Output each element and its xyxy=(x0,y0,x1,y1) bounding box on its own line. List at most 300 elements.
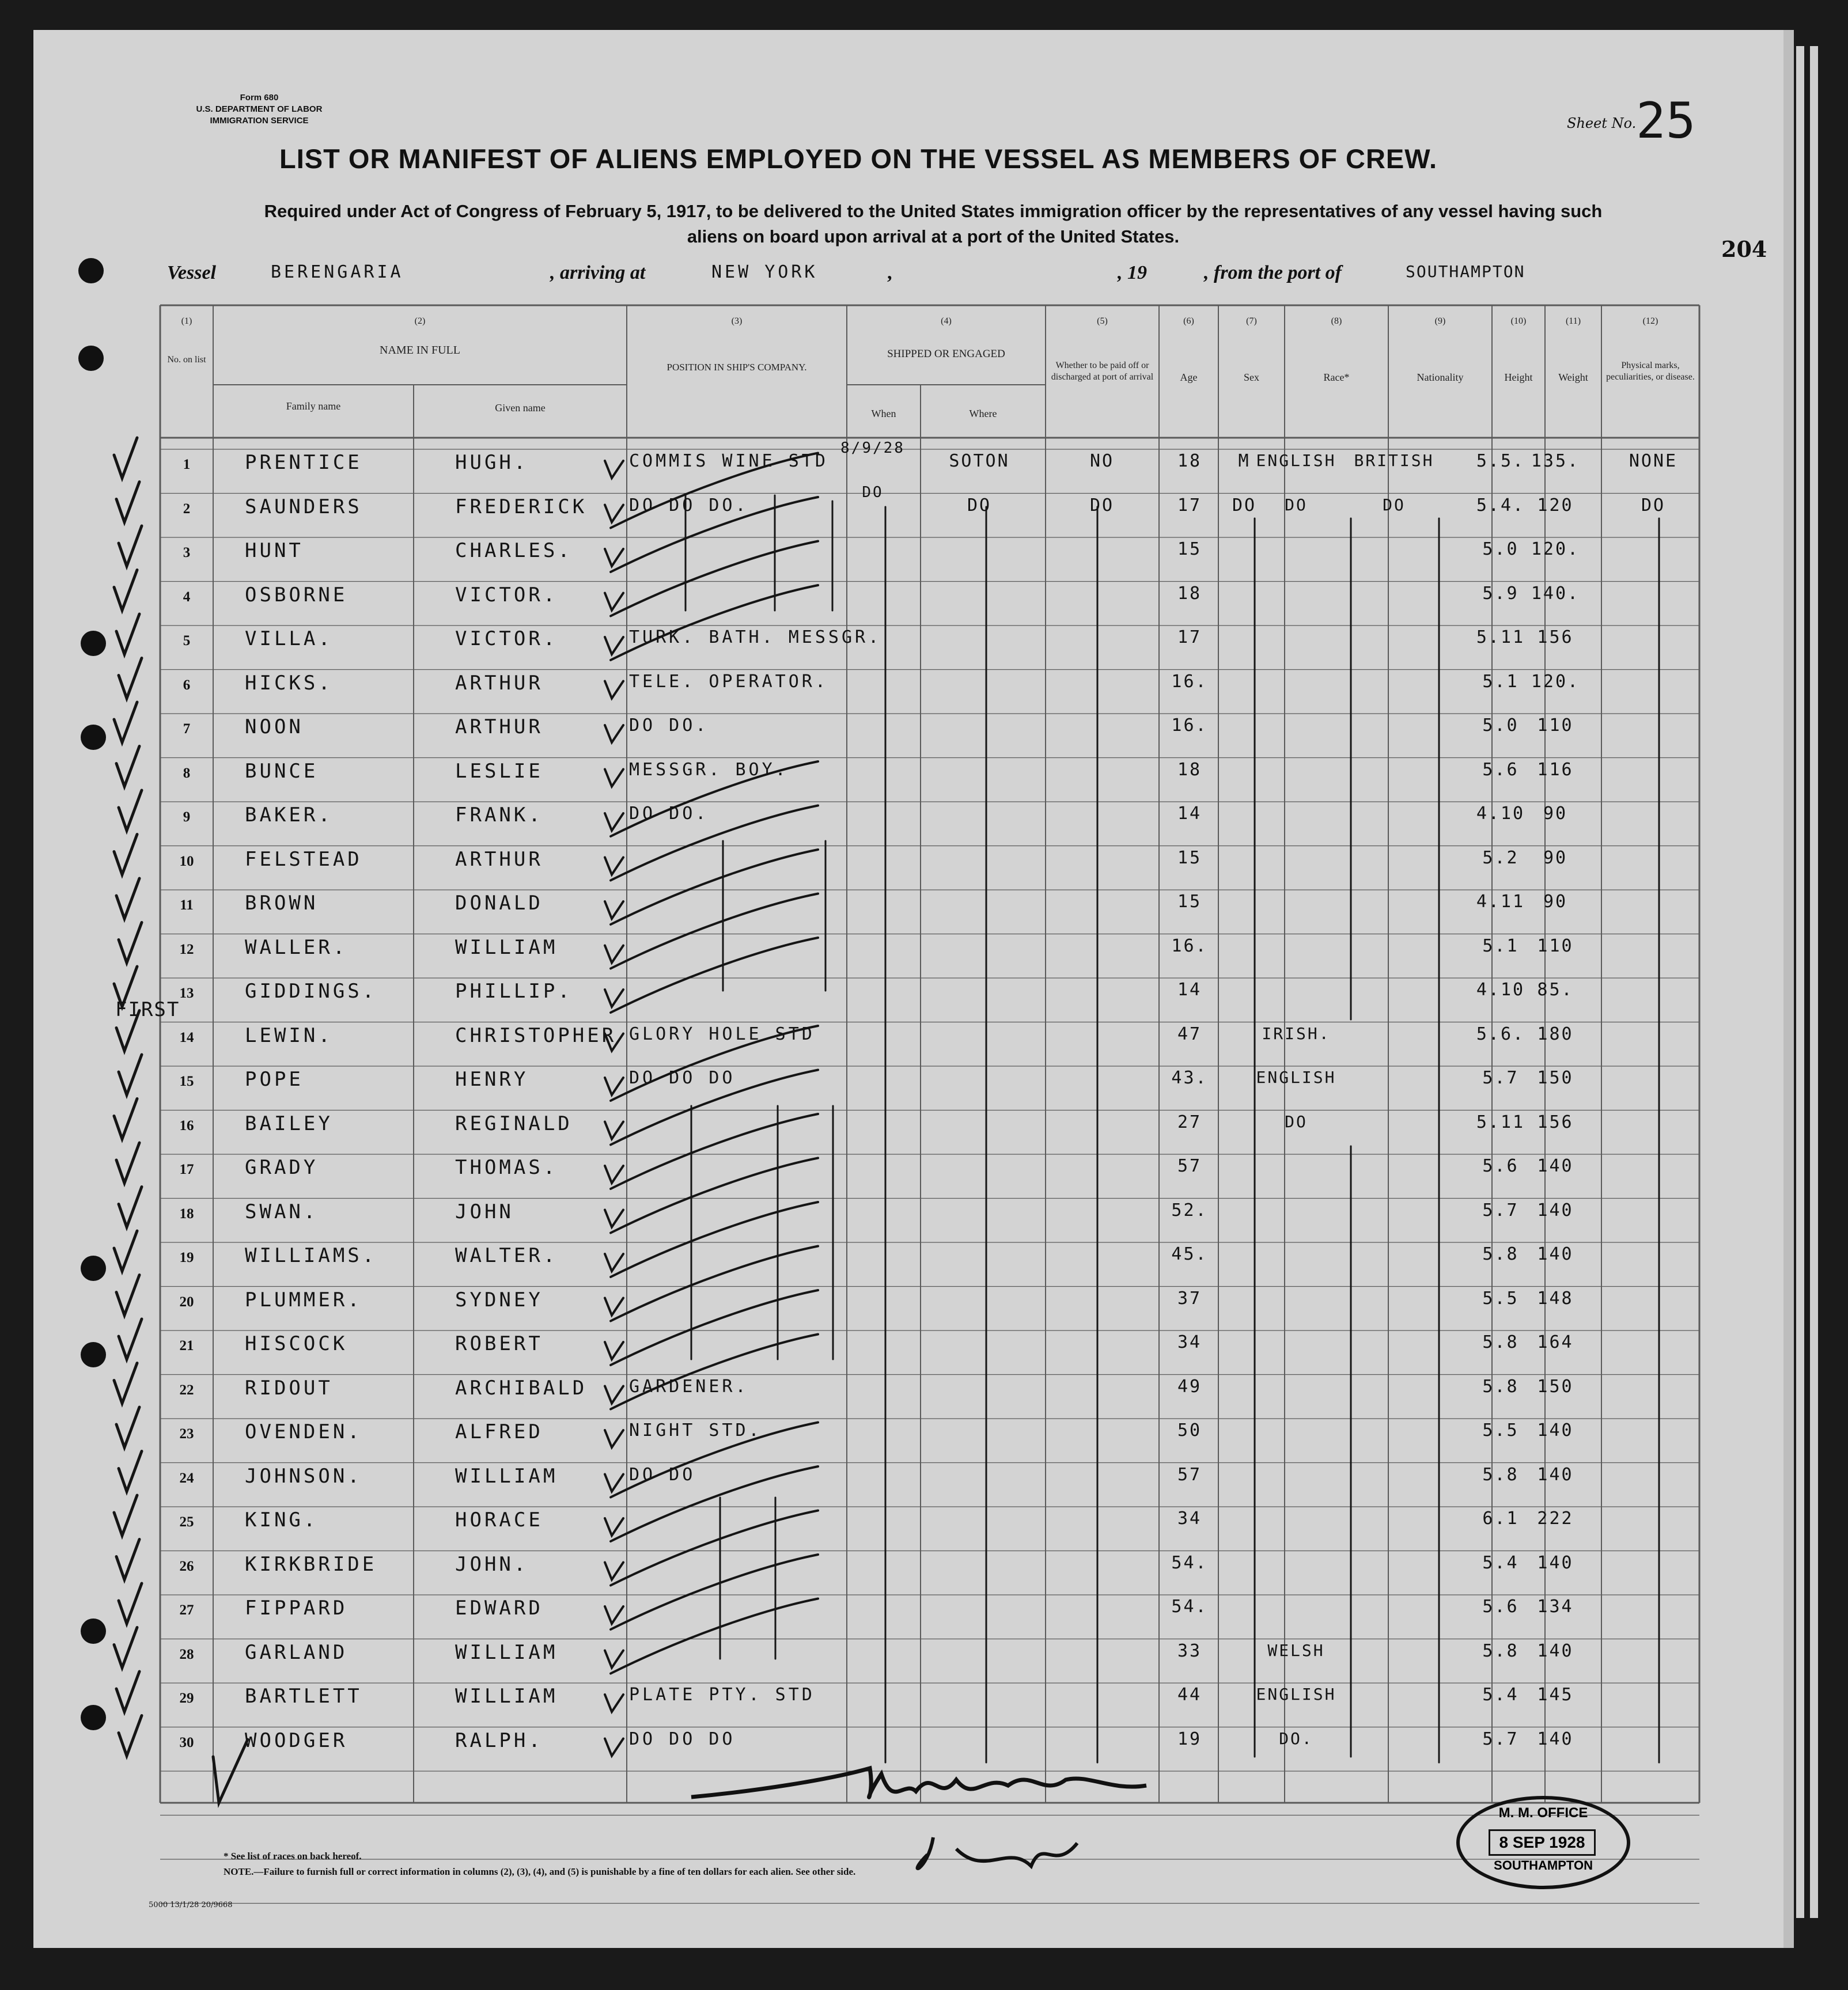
given-name: ARTHUR xyxy=(455,847,543,871)
weight: 140 xyxy=(1537,1200,1574,1220)
family-name: GRADY xyxy=(245,1156,319,1179)
age: 50 xyxy=(1177,1420,1202,1441)
department-label: U.S. DEPARTMENT OF LABOR xyxy=(196,104,323,114)
tick-mark xyxy=(605,593,623,611)
col-shipped-label: SHIPPED OR ENGAGED xyxy=(887,348,1005,360)
age: 16. xyxy=(1171,671,1208,692)
weight: 135. xyxy=(1531,451,1580,471)
col-nationality-label: Nationality xyxy=(1417,372,1464,383)
ditto-stroke xyxy=(611,585,818,660)
departure-port: SOUTHAMPTON xyxy=(1406,262,1525,281)
stamp-top-text: M. M. OFFICE xyxy=(1498,1805,1588,1821)
tick-mark xyxy=(605,1651,623,1668)
year-label: , 19 xyxy=(1118,262,1147,283)
weight: 156 xyxy=(1537,627,1574,647)
family-name: BARTLETT xyxy=(245,1685,362,1708)
age: 43. xyxy=(1171,1068,1208,1088)
given-name: CHARLES. xyxy=(455,539,573,562)
age: 45. xyxy=(1171,1244,1208,1264)
first-class-annotation: FIRST xyxy=(115,998,180,1021)
position: DO DO DO. xyxy=(629,495,749,515)
age: 14 xyxy=(1177,803,1202,824)
check-mark xyxy=(114,1363,137,1404)
tick-mark xyxy=(605,461,623,478)
age: 57 xyxy=(1177,1464,1202,1485)
check-mark xyxy=(119,790,142,831)
row-number: 21 xyxy=(179,1338,194,1354)
stamp-date: 8 SEP 1928 xyxy=(1489,1829,1596,1856)
age: 14 xyxy=(1177,980,1202,1000)
race: DO xyxy=(1285,1112,1308,1131)
weight: 150 xyxy=(1537,1376,1574,1397)
stamp-number: 204 xyxy=(1721,236,1767,262)
tick-mark xyxy=(605,858,623,875)
tick-mark xyxy=(605,813,623,831)
ditto-stroke xyxy=(611,1599,818,1674)
tick-mark xyxy=(605,1695,623,1712)
height: 5.8 xyxy=(1482,1332,1519,1352)
given-name: FREDERICK xyxy=(455,495,588,518)
given-name: VICTOR. xyxy=(455,627,558,650)
check-mark xyxy=(116,1671,139,1712)
ditto-stroke xyxy=(611,541,818,616)
col-height-label: Height xyxy=(1504,372,1533,383)
weight: 156 xyxy=(1537,1112,1574,1132)
col-where-label: Where xyxy=(969,408,997,419)
weight: 120. xyxy=(1531,671,1580,692)
stamp-bottom-text: SOUTHAMPTON xyxy=(1494,1858,1593,1873)
position: DO DO. xyxy=(629,803,709,824)
given-name: HENRY xyxy=(455,1068,529,1091)
races-footnote: * See list of races on back hereof. xyxy=(224,1851,362,1862)
given-name: JOHN. xyxy=(455,1552,529,1576)
row-number: 22 xyxy=(179,1382,194,1398)
row-number: 9 xyxy=(183,809,191,825)
position: GARDENER. xyxy=(629,1376,749,1397)
age: 54. xyxy=(1171,1552,1208,1573)
col-physical-marks-number: (12) xyxy=(1642,316,1658,326)
age: 17 xyxy=(1177,495,1202,515)
weight: 140 xyxy=(1537,1156,1574,1176)
row-number: 10 xyxy=(179,853,194,869)
row-number: 11 xyxy=(180,897,194,913)
row-number: 12 xyxy=(179,941,194,957)
given-name: JOHN xyxy=(455,1200,514,1223)
tick-mark xyxy=(605,725,623,742)
check-mark xyxy=(119,1187,142,1227)
col-position-number: (3) xyxy=(731,316,743,326)
col-position-label: POSITION IN SHIP'S COMPANY. xyxy=(667,362,807,373)
weight: 120 xyxy=(1537,495,1574,515)
row-number: 27 xyxy=(179,1602,194,1618)
family-name: HICKS. xyxy=(245,671,333,695)
col-weight-number: (11) xyxy=(1565,316,1581,326)
row-number: 7 xyxy=(183,721,191,737)
col-age-number: (6) xyxy=(1183,316,1194,326)
height: 5.8 xyxy=(1482,1244,1519,1264)
row-number: 1 xyxy=(183,457,191,472)
tick-mark xyxy=(605,681,623,699)
given-name: ROBERT xyxy=(455,1332,543,1355)
check-mark xyxy=(114,570,137,611)
col-race-number: (8) xyxy=(1331,316,1342,326)
height: 5.1 xyxy=(1482,671,1519,692)
row-number: 29 xyxy=(179,1690,194,1706)
age: 57 xyxy=(1177,1156,1202,1176)
row-number: 28 xyxy=(179,1646,194,1662)
height: 5.8 xyxy=(1482,1376,1519,1397)
check-mark xyxy=(119,1583,142,1624)
row-number: 26 xyxy=(179,1558,194,1574)
age: 18 xyxy=(1177,451,1202,471)
print-code: 5000 13/1/28 20/9668 xyxy=(149,1901,233,1909)
family-name: LEWIN. xyxy=(245,1024,333,1047)
col-when-label: When xyxy=(871,408,896,419)
weight: 140 xyxy=(1537,1464,1574,1485)
height: 5.1 xyxy=(1482,935,1519,956)
position: GLORY HOLE STD xyxy=(629,1024,815,1044)
family-name: FIPPARD xyxy=(245,1597,348,1620)
weight: 222 xyxy=(1537,1508,1574,1529)
weight: 140 xyxy=(1537,1552,1574,1573)
col-physical-marks-label: Physical marks, peculiarities, or disease. xyxy=(1606,361,1695,382)
penalty-note: NOTE.—Failure to furnish full or correct information in columns (2), (3), (4), and (5) is punishable by a fine of ten dollars for each alien. See other side. xyxy=(224,1866,856,1877)
tick-mark xyxy=(605,770,623,787)
given-name: REGINALD xyxy=(455,1112,573,1135)
row-number: 14 xyxy=(179,1029,194,1045)
height: 5.5 xyxy=(1482,1420,1519,1441)
col-name-label: NAME IN FULL xyxy=(380,344,460,357)
sex: M xyxy=(1238,451,1251,471)
ditto-stroke xyxy=(611,1290,818,1365)
position: COMMIS WINE STD xyxy=(629,451,828,471)
family-name: HISCOCK xyxy=(245,1332,348,1355)
given-name: ARTHUR xyxy=(455,715,543,738)
race: DO xyxy=(1285,495,1308,514)
weight: 110 xyxy=(1537,935,1574,956)
weight: 140 xyxy=(1537,1244,1574,1264)
tick-mark xyxy=(605,1475,623,1492)
family-name: GIDDINGS. xyxy=(245,980,377,1003)
family-name: FELSTEAD xyxy=(245,847,362,871)
arriving-label: , arriving at xyxy=(550,262,646,283)
height: 5.4. xyxy=(1476,495,1525,515)
service-label: IMMIGRATION SERVICE xyxy=(210,116,309,126)
check-mark xyxy=(114,438,137,478)
col-height-number: (10) xyxy=(1510,316,1527,326)
race: IRISH. xyxy=(1262,1024,1331,1043)
age: 33 xyxy=(1177,1640,1202,1661)
check-mark xyxy=(114,835,137,875)
family-name: PRENTICE xyxy=(245,451,362,474)
row-number: 8 xyxy=(183,765,191,781)
arrival-port: NEW YORK xyxy=(711,262,818,282)
row-number: 3 xyxy=(183,545,191,560)
weight: 110 xyxy=(1537,715,1574,736)
vessel-name: BERENGARIA xyxy=(271,262,404,282)
weight: 90 xyxy=(1543,803,1568,824)
shipped-when: 8/9/28 xyxy=(840,439,905,457)
tick-mark xyxy=(605,946,623,963)
check-mark xyxy=(114,1495,137,1536)
ditto-stroke xyxy=(611,1246,818,1321)
check-mark xyxy=(116,1275,139,1316)
weight: 150 xyxy=(1537,1068,1574,1088)
check-mark xyxy=(119,526,142,566)
race: ENGLISH xyxy=(1256,1068,1336,1087)
family-name: RIDOUT xyxy=(245,1376,333,1400)
nationality: BRITISH xyxy=(1354,451,1434,470)
age: 15 xyxy=(1177,847,1202,868)
tick-mark xyxy=(605,1342,623,1359)
height: 5.5. xyxy=(1476,451,1525,471)
check-mark xyxy=(119,1451,142,1492)
family-name: KIRKBRIDE xyxy=(245,1552,377,1576)
row-number: 5 xyxy=(183,633,191,649)
check-mark xyxy=(114,702,137,742)
family-name: JOHNSON. xyxy=(245,1464,362,1488)
height: 5.11 xyxy=(1476,1112,1525,1132)
height: 4.10 xyxy=(1476,980,1525,1000)
ditto-stroke xyxy=(611,1202,818,1277)
shipped-where: SOTON xyxy=(949,451,1010,471)
height: 6.1 xyxy=(1482,1508,1519,1529)
race: WELSH xyxy=(1267,1640,1325,1660)
height: 5.0 xyxy=(1482,539,1519,559)
family-name: NOON xyxy=(245,715,304,738)
weight: 140 xyxy=(1537,1640,1574,1661)
family-name: OSBORNE xyxy=(245,583,348,607)
check-mark xyxy=(119,658,142,699)
row-number: 16 xyxy=(179,1117,194,1134)
ditto-stroke xyxy=(611,1114,818,1189)
height: 5.7 xyxy=(1482,1200,1519,1220)
family-name: WALLER. xyxy=(245,935,348,959)
sex: DO xyxy=(1232,495,1257,515)
ditto-stroke xyxy=(611,938,818,1013)
height: 4.11 xyxy=(1476,892,1525,912)
family-name: OVENDEN. xyxy=(245,1420,362,1443)
position: MESSGR. BOY. xyxy=(629,759,789,780)
tick-mark xyxy=(605,1210,623,1227)
age: 49 xyxy=(1177,1376,1202,1397)
shipped-when: DO xyxy=(862,483,884,501)
given-name: VICTOR. xyxy=(455,583,558,607)
col-paid-off-label: Whether to be paid off or discharged at port of arrival xyxy=(1051,361,1154,382)
row-number: 2 xyxy=(183,501,191,517)
height: 5.4 xyxy=(1482,1685,1519,1705)
weight: 85. xyxy=(1537,980,1574,1000)
position: DO DO DO xyxy=(629,1068,736,1088)
age: 17 xyxy=(1177,627,1202,647)
shipped-where: DO xyxy=(967,495,992,515)
tick-mark xyxy=(605,1254,623,1271)
given-name: WALTER. xyxy=(455,1244,558,1267)
nationality: DO xyxy=(1383,495,1406,514)
tick-mark xyxy=(605,1518,623,1536)
height: 5.6 xyxy=(1482,1156,1519,1176)
weight: 116 xyxy=(1537,759,1574,780)
col-shipped-number: (4) xyxy=(941,316,952,326)
height: 4.10 xyxy=(1476,803,1525,824)
col-given-name-label: Given name xyxy=(495,402,546,414)
family-name: GARLAND xyxy=(245,1640,348,1664)
age: 19 xyxy=(1177,1729,1202,1749)
check-mark xyxy=(116,1540,139,1580)
given-name: SYDNEY xyxy=(455,1288,543,1311)
check-mark xyxy=(114,1231,137,1271)
ditto-stroke xyxy=(611,894,818,969)
family-name: BROWN xyxy=(245,892,319,915)
row-number: 30 xyxy=(179,1734,194,1750)
tick-mark xyxy=(605,1122,623,1139)
check-mark xyxy=(119,923,142,963)
weight: 164 xyxy=(1537,1332,1574,1352)
age: 15 xyxy=(1177,892,1202,912)
given-name: EDWARD xyxy=(455,1597,543,1620)
act-text-line-2: aliens on board upon arrival at a port of the United States. xyxy=(687,226,1180,247)
check-mark xyxy=(114,1099,137,1139)
tick-mark xyxy=(605,1078,623,1095)
weight: 134 xyxy=(1537,1597,1574,1617)
given-name: WILLIAM xyxy=(455,1464,558,1488)
tick-mark xyxy=(605,1606,623,1624)
family-name: POPE xyxy=(245,1068,304,1091)
row-number: 19 xyxy=(179,1250,194,1265)
given-name: DONALD xyxy=(455,892,543,915)
row-number: 4 xyxy=(183,589,191,605)
row-number: 18 xyxy=(179,1206,194,1222)
age: 27 xyxy=(1177,1112,1202,1132)
race: ENGLISH xyxy=(1256,1685,1336,1704)
tick-mark xyxy=(605,637,623,654)
col-name-number: (2) xyxy=(414,316,426,326)
col-paid-off-number: (5) xyxy=(1097,316,1108,326)
row-number: 23 xyxy=(179,1426,194,1442)
weight: 120. xyxy=(1531,539,1580,559)
height: 5.7 xyxy=(1482,1068,1519,1088)
sheet-label: Sheet No. xyxy=(1567,115,1637,131)
col-weight-label: Weight xyxy=(1558,372,1588,383)
family-name: BAILEY xyxy=(245,1112,333,1135)
family-name: WOODGER xyxy=(245,1729,348,1752)
mm-office-stamp xyxy=(1456,1796,1630,1889)
weight: 90 xyxy=(1543,892,1568,912)
col-no-number: (1) xyxy=(181,316,192,326)
height: 5.7 xyxy=(1482,1729,1519,1749)
age: 52. xyxy=(1171,1200,1208,1220)
age: 47 xyxy=(1177,1024,1202,1044)
family-name: PLUMMER. xyxy=(245,1288,362,1311)
check-mark xyxy=(116,614,139,654)
given-name: WILLIAM xyxy=(455,1685,558,1708)
vessel-label: Vessel xyxy=(167,262,216,283)
col-sex-number: (7) xyxy=(1246,316,1257,326)
height: 5.2 xyxy=(1482,847,1519,868)
age: 15 xyxy=(1177,539,1202,559)
given-name: WILLIAM xyxy=(455,935,558,959)
family-name: VILLA. xyxy=(245,627,333,650)
given-name: LESLIE xyxy=(455,759,543,783)
col-no-label: No. on list xyxy=(167,355,206,365)
height: 5.8 xyxy=(1482,1640,1519,1661)
row-number: 15 xyxy=(179,1074,194,1089)
height: 5.11 xyxy=(1476,627,1525,647)
given-name: HUGH. xyxy=(455,451,529,474)
given-name: PHILLIP. xyxy=(455,980,573,1003)
age: 16. xyxy=(1171,935,1208,956)
weight: 140 xyxy=(1537,1729,1574,1749)
col-sex-label: Sex xyxy=(1244,372,1259,383)
age: 34 xyxy=(1177,1332,1202,1352)
row-number: 25 xyxy=(179,1514,194,1530)
check-mark xyxy=(119,1055,142,1095)
family-name: SAUNDERS xyxy=(245,495,362,518)
tick-mark xyxy=(605,549,623,566)
tick-mark xyxy=(605,1739,623,1756)
weight: 140. xyxy=(1531,583,1580,604)
position: NIGHT STD. xyxy=(629,1420,762,1441)
col-age-label: Age xyxy=(1180,372,1198,383)
physical-marks: DO xyxy=(1641,495,1666,515)
from-port-label: , from the port of xyxy=(1204,262,1342,283)
check-mark xyxy=(119,1319,142,1359)
position: PLATE PTY. STD xyxy=(629,1685,815,1705)
ditto-stroke xyxy=(611,850,818,924)
row-number: 13 xyxy=(179,985,194,1001)
given-name: THOMAS. xyxy=(455,1156,558,1179)
family-name: KING. xyxy=(245,1508,319,1532)
position: TURK. BATH. MESSGR. xyxy=(629,627,882,647)
tick-mark xyxy=(605,990,623,1007)
given-name: ARTHUR xyxy=(455,671,543,695)
age: 18 xyxy=(1177,759,1202,780)
height: 5.8 xyxy=(1482,1464,1519,1485)
date-separator: , xyxy=(887,262,892,283)
tick-mark xyxy=(605,901,623,919)
family-name: HUNT xyxy=(245,539,304,562)
family-name: SWAN. xyxy=(245,1200,319,1223)
check-mark xyxy=(116,1407,139,1447)
weight: 180 xyxy=(1537,1024,1574,1044)
height: 5.9 xyxy=(1482,583,1519,604)
height: 5.5 xyxy=(1482,1288,1519,1309)
ditto-stroke xyxy=(611,1511,818,1586)
height: 5.0 xyxy=(1482,715,1519,736)
paid-off: DO xyxy=(1089,495,1115,515)
height: 5.6 xyxy=(1482,759,1519,780)
weight: 90 xyxy=(1543,847,1568,868)
family-name: BUNCE xyxy=(245,759,319,783)
sheet-number: 25 xyxy=(1636,92,1696,150)
paid-off: NO xyxy=(1089,451,1115,471)
height: 5.6 xyxy=(1482,1597,1519,1617)
height: 5.4 xyxy=(1482,1552,1519,1573)
manifest-title: LIST OR MANIFEST OF ALIENS EMPLOYED ON THE VESSEL AS MEMBERS OF CREW. xyxy=(279,143,1438,174)
age: 18 xyxy=(1177,583,1202,604)
given-name: ALFRED xyxy=(455,1420,543,1443)
weight: 145 xyxy=(1537,1685,1574,1705)
age: 34 xyxy=(1177,1508,1202,1529)
given-name: WILLIAM xyxy=(455,1640,558,1664)
tick-mark xyxy=(605,1298,623,1316)
tick-mark xyxy=(605,1386,623,1404)
given-name: HORACE xyxy=(455,1508,543,1532)
family-name: WILLIAMS. xyxy=(245,1244,377,1267)
form-number: Form 680 xyxy=(240,93,279,103)
given-name: FRANK. xyxy=(455,803,543,827)
position: DO DO DO xyxy=(629,1729,736,1749)
